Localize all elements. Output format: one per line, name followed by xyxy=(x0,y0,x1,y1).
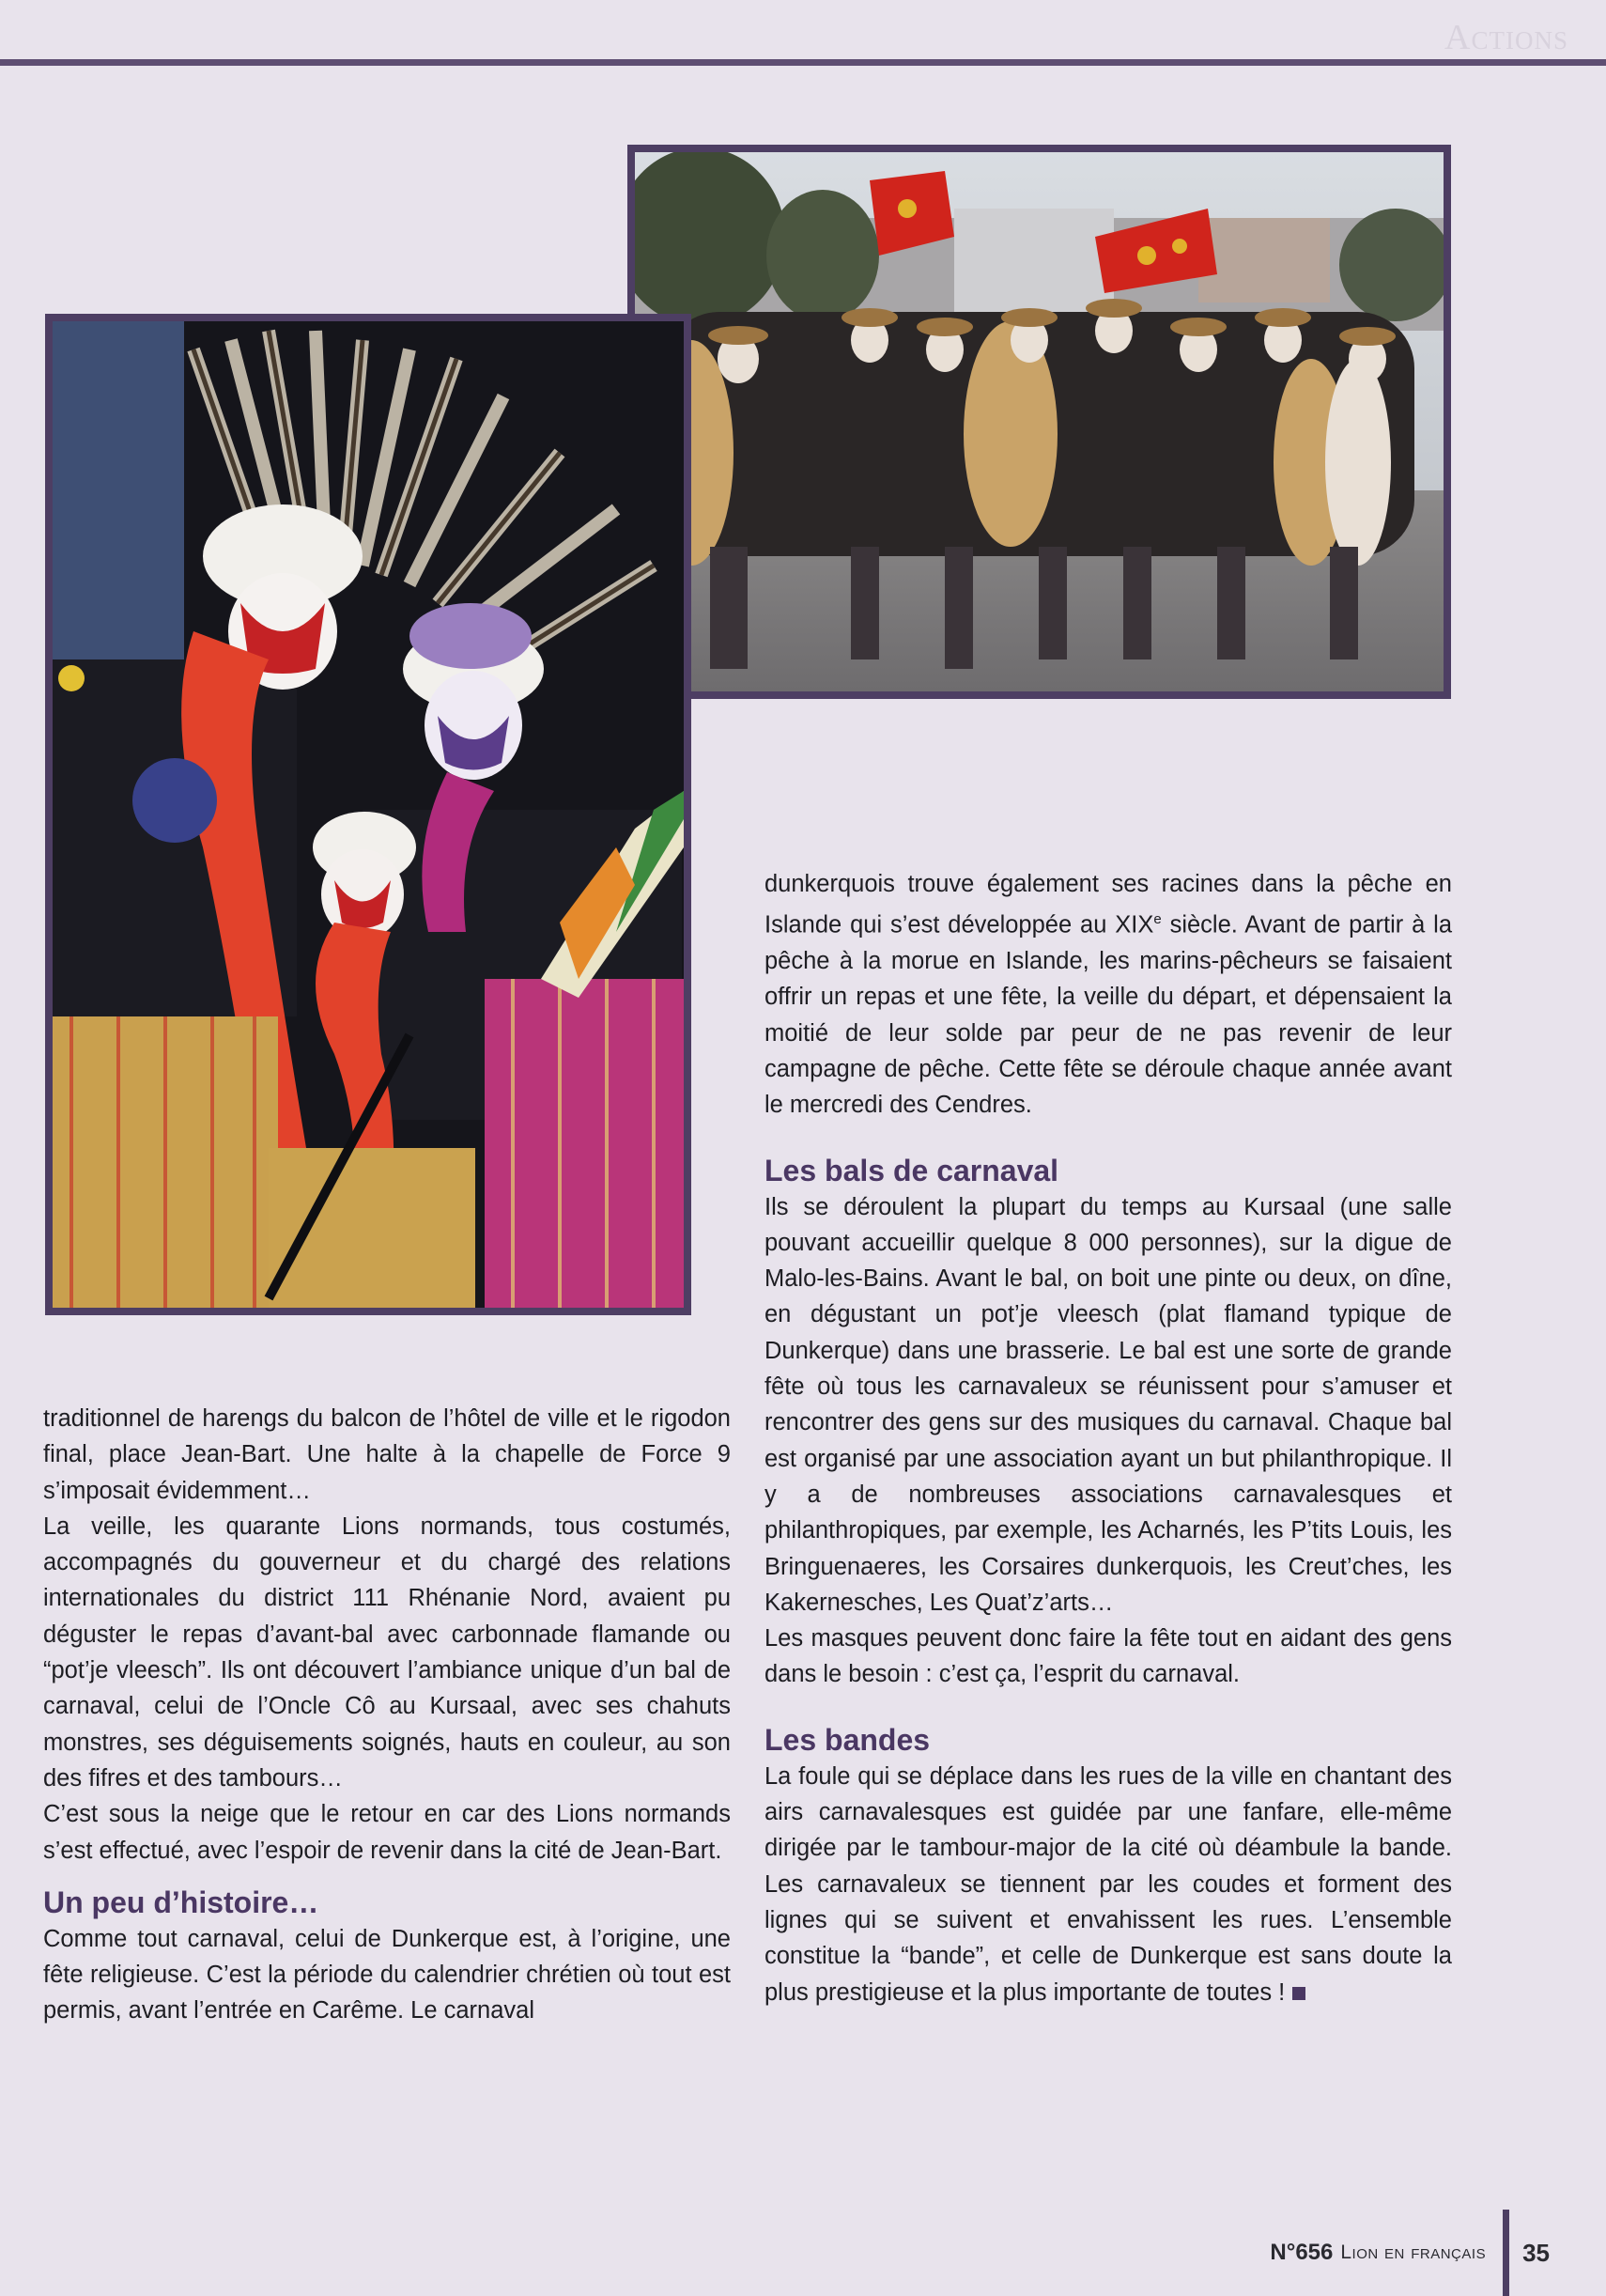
top-rule xyxy=(0,59,1606,66)
superscript: e xyxy=(1153,911,1162,928)
section-heading-bandes: Les bandes xyxy=(764,1722,931,1757)
end-square-icon xyxy=(1292,1987,1305,2000)
paragraph: C’est sous la neige que le retour en car des Lions normands s’est effectué, avec l’espoir de revenir dans la cité de Jean-Bart. xyxy=(43,1801,731,1864)
carnival-masks-photo-icon xyxy=(53,321,684,1308)
paragraph-text: La foule qui se déplace dans les rues de la ville en chantant des airs carnavalesques est guidée par une fanfare, elle-même dirigée par le tambour-major de la cité où déambule la bande. Les carnavaleux se tiennent par les coudes et forment des lignes qui se suivent et envahissent les rues. L’ensemble constitue la “bande”, et celle de Dunkerque est sans doute la plus prestigieuse et la plus importante de toutes ! xyxy=(764,1762,1452,2006)
issue-number: N°656 xyxy=(1270,2240,1334,2265)
article-column-left xyxy=(43,1401,731,2029)
paragraph: Les masques peuvent donc faire la fête tout en aidant des gens dans le besoin : c’est ça, l’esprit du carnaval. xyxy=(764,1625,1452,1688)
paragraph-text: siècle. Avant de partir à la pêche à la morue en Islande, les marins-pêcheurs se faisaient offrir un repas et une fête, la veille du départ, et dépensaient la moitié de leur solde par peur de ne pas revenir de leur campagne de pêche. Cette fête se déroule chaque année avant le mercredi des Cendres. xyxy=(764,911,1452,1119)
page-footer xyxy=(1270,2210,1550,2296)
paragraph: Ils se déroulent la plupart du temps au Kursaal (une salle pouvant accueillir quelque 8 000 personnes), sur la digue de Malo-les-Bains. Avant le bal, on boit une pinte ou deux, on dîne, en dégustant un pot’je vleesch (plat flamand typique de Dunkerque) dans une brasserie. Le bal est une sorte de grande fête où tous les carnavaleux se réunissent pour s’amuser et rencontrer des gens sur des musiques du carnaval. Chaque bal est organisé par une association ayant un but philanthropique. Il y a de nombreuses associations carnavalesques et philanthropiques, par exemple, les Acharnés, les P’tits Louis, les Bringuenaeres, les Corsaires dunkerquois, les Creut’ches, les Kakernesches, Les Quat’z’arts… xyxy=(764,1193,1452,1616)
page-number: 35 xyxy=(1522,2238,1550,2267)
section-mark: Actions xyxy=(1444,18,1568,57)
paragraph: Comme tout carnaval, celui de Dunkerque est, à l’origine, une fête religieuse. C’est la période du calendrier chrétien où tout est permis, avant l’entrée en Carême. Le carnaval xyxy=(43,1925,731,2025)
article-column-right xyxy=(764,866,1452,2010)
paragraph: La veille, les quarante Lions normands, tous costumés, accompagnés du gouverneur et du chargé des relations internationales du district 111 Rhénanie Nord, avaient pu déguster le repas d’avant-bal avec carbonnade flamande ou “pot’je vleesch”. Ils ont découvert l’ambiance unique d’un bal de carnaval, celui de l’Oncle Cô au Kursaal, avec ses chahuts monstres, ses déguisements soignés, hauts en couleur, au son des fifres et des tambours… xyxy=(43,1513,731,1792)
paragraph xyxy=(764,1759,1452,2010)
footer-divider xyxy=(1503,2210,1509,2296)
photo-group-flags xyxy=(627,145,1451,699)
photo-carnival-masks xyxy=(45,314,691,1315)
section-heading-histoire: Un peu d’histoire… xyxy=(43,1885,319,1919)
group-with-flags-photo-icon xyxy=(635,152,1444,691)
paragraph-text: dunkerquois trouve également ses racines dans la pêche en Islande qui s’est développée au XIX xyxy=(764,871,1452,939)
paragraph: traditionnel de harengs du balcon de l’hôtel de ville et le rigodon final, place Jean-Bart. Une halte à la chapelle de Force 9 s’imposait évidemment… xyxy=(43,1405,731,1504)
section-heading-bals: Les bals de carnaval xyxy=(764,1153,1059,1187)
paragraph xyxy=(764,866,1452,1124)
magazine-title: Lion en français xyxy=(1340,2242,1487,2263)
